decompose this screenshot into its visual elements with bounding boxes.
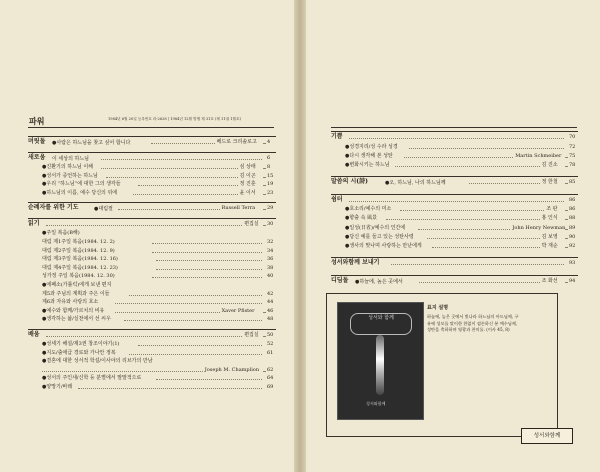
toc-page-number: 8 <box>267 164 271 170</box>
toc-page-number: 40 <box>267 273 274 280</box>
toc-page-number: 85 <box>569 179 576 186</box>
toc-page-number: 70 <box>569 134 576 140</box>
toc-entry-author: 김 이곤 <box>239 172 256 179</box>
toc-page-number: 62 <box>267 366 274 373</box>
section-rule <box>331 275 578 276</box>
toc-entry-author: John Henry Newman <box>512 224 566 231</box>
leader-dots <box>42 371 203 372</box>
toc-page-number: 72 <box>569 143 576 150</box>
toc-entry-author: Russell Terra <box>221 205 256 212</box>
toc-entry-title: ●지도/출애급 경로와 가나안 정복 <box>42 349 116 356</box>
toc-entry-title: ●다시 생각해 본 성탄 <box>345 152 393 159</box>
toc-page-number: 92 <box>569 242 576 249</box>
toc-entry-title: 성가정 주일 복음(1984. 12. 30) <box>42 273 115 280</box>
toc-entry-title: ●성세기 해설/제3권 창조이야기(1) <box>42 341 120 347</box>
toc-entry-title: ●성경지리/성 수라 성경 <box>345 143 398 150</box>
toc-page-number: 48 <box>267 316 274 323</box>
leader-dots <box>101 159 262 160</box>
toc-entry-title: ●하느님의 이름, 예수 당신의 뒤에 <box>42 189 118 196</box>
toc-page-number: 29 <box>267 205 274 212</box>
toc-entry-title: ●변화시키는 하느님 <box>345 161 390 168</box>
leader-dots <box>78 388 262 389</box>
leader-dots <box>263 185 265 186</box>
toc-entry-author: 박 재순 <box>541 242 558 249</box>
toc-entry-title: 대림 제1주일 복음(1984. 12. 2) <box>42 239 115 245</box>
toc-entry-title: ●생사의 맞나며 사랑하는 만난에게 <box>345 242 422 249</box>
toc-entry-author: 김 보영 <box>541 233 558 240</box>
leader-dots <box>565 157 567 158</box>
book-spine <box>294 0 306 472</box>
toc-entry-author: 편집실 <box>244 332 259 338</box>
toc-entry-title: ●예수와 함께/가르치의 비유 <box>42 307 105 314</box>
leader-dots <box>133 194 237 195</box>
toc-section-head: 머릿돌 <box>28 138 46 145</box>
toc-page-number: 34 <box>267 247 274 254</box>
toc-page-number: 19 <box>267 181 274 188</box>
toc-section-title: ●오, 하느님, 나의 하느님께 <box>385 180 446 187</box>
leader-dots <box>409 148 564 149</box>
toc-page-number: 38 <box>267 264 274 271</box>
leader-dots <box>263 168 265 169</box>
leader-dots <box>432 247 540 248</box>
leader-dots <box>156 260 262 261</box>
cover-caption-text: 하늘에, 높은 곳에서 빛나라 하느님의 아드님께, 구유에 성모를 맞이한 한없이 겸손하신 분 예수님께, 성탄을 축하하며 영광과 찬미를. (이사 45, 8) <box>427 314 519 332</box>
toc-page-number: 88 <box>569 215 576 222</box>
leader-dots <box>418 229 510 230</box>
toc-entry-title: ●성서의 주인새/신학 등 분별에서 말말적으로 <box>42 375 142 382</box>
publisher-stamp: 성서와함께 <box>521 428 573 444</box>
cover-caption-title: 표지 설명 <box>427 305 449 311</box>
leader-dots <box>565 183 567 184</box>
toc-page-number: 30 <box>267 221 274 228</box>
toc-entry-title: ●결혼에 대한 성서적 학설/이사야의 리브가의 만남 <box>42 358 153 365</box>
toc-entry-title: ●주일 복음(B해) <box>42 230 80 237</box>
toc-section-title: 이 세상의 하느님 <box>52 156 89 162</box>
leader-dots <box>129 295 262 296</box>
header-rule-right <box>331 127 577 128</box>
section-rule <box>331 194 578 195</box>
toc-page-number: 78 <box>569 161 576 168</box>
toc-page-number: 32 <box>267 239 274 245</box>
toc-page-number: 94 <box>569 277 576 284</box>
toc-page-number: 36 <box>267 256 274 263</box>
publication-info: 1984년 6월 20일 등록번호 라-2628 | 1984년 12월 발행 제 31호 (제 11권 1월호) <box>108 117 241 121</box>
toc-entry-title: ●생각하는 삶/실천에서 선 씨우 <box>42 316 111 323</box>
toc-entry-author: 조 판 <box>546 206 558 213</box>
toc-entry-author: 편집실 <box>244 221 259 228</box>
leader-dots <box>46 225 242 226</box>
cover-image <box>337 302 424 420</box>
leader-dots <box>263 209 265 210</box>
leader-dots <box>395 166 540 167</box>
leader-dots <box>565 210 567 211</box>
leader-dots <box>391 264 564 265</box>
toc-entry-title: 대림 제4주일 복음(1984. 12. 23) <box>42 264 118 271</box>
toc-section-title: ●사람은 하느님을 찾고 싶어 합니다 <box>52 140 131 146</box>
toc-section-head: 순례자를 위한 기도 <box>28 204 79 212</box>
toc-section-title: ●하늘에, 높은 곳에서 <box>355 278 403 285</box>
section-rule <box>28 136 276 137</box>
leader-dots <box>118 209 220 210</box>
toc-page-number: 46 <box>267 307 274 314</box>
leader-dots <box>263 177 265 178</box>
toc-page-number: 93 <box>569 260 576 267</box>
toc-section-head: 배움 <box>28 331 40 338</box>
leader-dots <box>115 312 220 313</box>
leader-dots <box>129 354 262 355</box>
cover-publisher: 성서와함께 <box>366 401 386 406</box>
toc-section-title: ●대림절 <box>94 206 113 213</box>
leader-dots <box>156 379 262 380</box>
toc-section-head: 기쁨 <box>331 133 343 140</box>
toc-section-head: 읽기 <box>28 220 40 228</box>
toc-page-number: 69 <box>267 384 274 390</box>
toc-entry-title: ●에페소(가톨릭)에게 보낸 편지 <box>42 282 112 288</box>
toc-entry-title: ●당신 예를 들고 있는 성탄사령 <box>345 233 414 240</box>
leader-dots <box>263 225 265 226</box>
leader-dots <box>115 303 262 304</box>
leader-dots <box>138 345 262 346</box>
toc-entry-title: ●우리 “하느님”에 대한 그의 생각들 <box>42 181 121 188</box>
toc-entry-title: ●성서가 증언하는 하느님 <box>42 172 98 179</box>
section-rule <box>28 218 276 219</box>
toc-entry-title: ●호소리/예수의 미소 <box>345 206 392 213</box>
leader-dots <box>263 143 265 144</box>
leader-dots <box>565 219 567 220</box>
toc-entry-title: ●양망기/바레 <box>42 384 73 390</box>
toc-page-number: 44 <box>267 299 274 306</box>
toc-page-number: 90 <box>569 233 576 240</box>
toc-page-number: 6 <box>267 155 271 161</box>
toc-entry-title: ●향출 속 風景 <box>345 215 378 222</box>
toc-page-number: 50 <box>267 332 274 338</box>
leader-dots <box>419 282 540 283</box>
toc-entry-author: 홍 인식 <box>541 215 558 222</box>
leader-dots <box>152 252 262 253</box>
leader-dots <box>565 247 567 248</box>
leader-dots <box>565 166 567 167</box>
toc-section-head: 성서와함께 보내기 <box>331 259 380 267</box>
section-rule <box>28 152 276 153</box>
toc-page-number: 52 <box>267 341 274 347</box>
toc-entry-title: 제5과 주님의 계획과 주은 이들 <box>42 290 110 297</box>
toc-page-number: 64 <box>267 375 274 382</box>
toc-entry-author: 김 진소 <box>541 161 558 168</box>
toc-page-number: 15 <box>267 172 274 179</box>
toc-section-head: 쉼터 <box>331 195 343 203</box>
leader-dots <box>46 336 242 337</box>
toc-page-number: 89 <box>569 224 576 231</box>
toc-entry-author: 정 한철 <box>541 179 558 186</box>
toc-page-number: 86 <box>569 196 576 203</box>
leader-dots <box>427 238 539 239</box>
leader-dots <box>404 157 513 158</box>
leader-dots <box>152 243 262 244</box>
leader-dots <box>386 219 540 220</box>
leader-dots <box>565 282 567 283</box>
toc-entry-author: Martin Schmeiber <box>515 152 562 159</box>
toc-entry-title: 대림 제2주일 복음(1984. 12. 9) <box>42 247 115 254</box>
leader-dots <box>349 201 564 202</box>
toc-page-number: 86 <box>569 206 576 213</box>
toc-entry-author: 윤 이서 <box>239 189 256 196</box>
cover-title: 성서와 함께 <box>350 313 412 335</box>
leader-dots <box>263 312 265 313</box>
toc-entry-author: 심 상태 <box>239 164 256 170</box>
section-rule <box>331 257 578 258</box>
toc-section-head: 새로움 <box>28 154 46 161</box>
toc-page-number: 4 <box>267 139 271 145</box>
section-rule <box>331 131 578 132</box>
toc-page-number: 75 <box>569 152 576 159</box>
leader-dots <box>565 229 567 230</box>
toc-section-head: 디딤돌 <box>331 276 349 284</box>
toc-entry-author: Xaver Pfister <box>221 307 255 314</box>
leader-dots <box>138 185 238 186</box>
toc-entry-title: ●진환기의 하느님 이해 <box>42 164 94 170</box>
leader-dots <box>469 183 540 184</box>
leader-dots <box>400 210 545 211</box>
section-rule <box>28 329 276 330</box>
toc-entry-author: Joseph M. Champlion <box>204 366 260 373</box>
toc-page-number: 42 <box>267 290 274 297</box>
toc-title: 파워 <box>29 116 45 126</box>
toc-entry-title: ●일성(日省)/예수의 인간에 <box>345 224 406 231</box>
leader-dots <box>101 168 237 169</box>
header-rule <box>28 127 274 128</box>
toc-entry-author: 정 진훈 <box>239 181 256 188</box>
leader-dots <box>263 371 265 372</box>
toc-page-number: 23 <box>267 189 274 196</box>
toc-entry-title: 제6과 자유와 사랑의 호소 <box>42 299 99 306</box>
candle-light-image <box>376 335 384 395</box>
section-rule <box>331 176 578 177</box>
leader-dots <box>152 277 262 278</box>
leader-dots <box>124 320 262 321</box>
leader-dots <box>106 177 238 178</box>
toc-section-head: 말씀의 시(詩) <box>331 178 368 186</box>
leader-dots <box>263 194 265 195</box>
leader-dots <box>156 269 262 270</box>
leader-dots <box>151 143 215 144</box>
toc-entry-title: 대림 제3주일 복음(1984. 12. 16) <box>42 256 118 263</box>
leader-dots <box>263 336 265 337</box>
leader-dots <box>349 138 564 139</box>
toc-entry-author: 조 화선 <box>541 277 558 284</box>
toc-page-number: 61 <box>267 349 274 356</box>
leader-dots <box>565 238 567 239</box>
toc-entry-author: 베드로 크리솔로고 <box>216 139 257 145</box>
